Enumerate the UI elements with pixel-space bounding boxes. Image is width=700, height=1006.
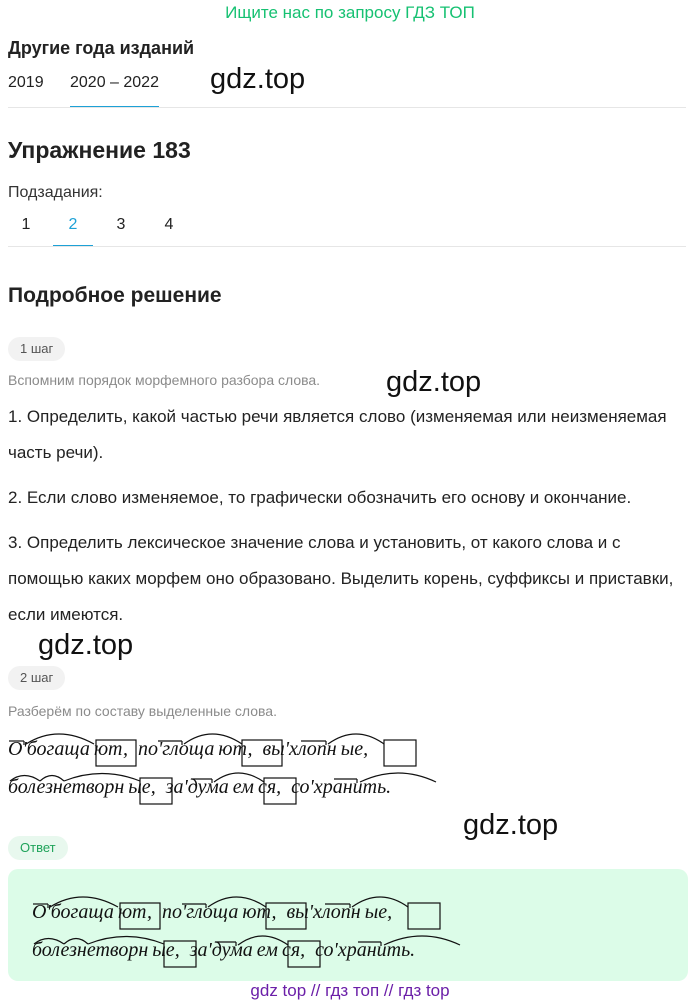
root: хранить xyxy=(337,939,411,961)
morpheme-line: О'богаща ют, по'глоща ют, вы'хлопн ые, xyxy=(8,738,369,760)
watermark: gdz.top xyxy=(210,63,306,95)
step-intro: Разберём по составу выделенные слова. xyxy=(8,703,277,719)
root: хлопн xyxy=(288,738,337,760)
promo-banner: Ищите нас по запросу ГДЗ ТОП xyxy=(225,3,475,22)
root: хранить xyxy=(313,776,387,798)
ending: ые xyxy=(128,776,151,798)
root: дума xyxy=(187,776,229,798)
ending: ем xyxy=(232,776,254,798)
postfix: ся xyxy=(257,776,277,798)
root: богаща xyxy=(50,901,114,923)
stress-mark: ' xyxy=(309,776,314,798)
editions-title: Другие года изданий xyxy=(8,38,195,58)
step-paragraph: 1. Определить, какой частью речи является слово (изменяемая или неизменяемая часть речи). xyxy=(8,407,667,462)
prefix: вы xyxy=(262,738,285,760)
stress-mark: ' xyxy=(333,939,338,961)
stress-mark: ' xyxy=(182,901,187,923)
ending: ют xyxy=(93,738,123,760)
subtasks-label: Подзадания: xyxy=(8,184,103,201)
postfix: ся xyxy=(281,939,301,961)
watermark: gdz.top xyxy=(386,366,482,398)
ending: ют xyxy=(117,901,147,923)
answer-parse xyxy=(24,160,700,1006)
prefix: за xyxy=(189,939,208,961)
root: болезнетворн xyxy=(8,776,125,798)
stress-mark: ' xyxy=(22,738,27,760)
watermark: gdz.top xyxy=(463,809,559,841)
ending: ые xyxy=(340,738,364,760)
ending: ют xyxy=(242,901,272,923)
root: хлопн xyxy=(312,901,361,923)
answer-badge: Ответ xyxy=(8,836,68,860)
solution-title: Подробное решение xyxy=(8,284,222,307)
morpheme-line: болезнетворн ые, за'дума ем ся, со'хранить. xyxy=(8,776,392,798)
step-paragraph: 3. Определить лексическое значение слова и установить, от какого слова и с помощью каких морфем оно образовано. Выделить корень, суффиксы и приставки, если имеются. xyxy=(8,533,674,624)
morpheme-markup xyxy=(24,160,700,1006)
prefix: по xyxy=(162,901,182,923)
edition-tab-2019[interactable]: 2019 xyxy=(8,74,44,91)
footer-links[interactable]: gdz top // гдз топ // гдз top xyxy=(250,981,450,1000)
step-intro: Вспомним порядок морфемного разбора слова. xyxy=(8,372,321,388)
prefix: со xyxy=(315,939,334,961)
ending: ют xyxy=(218,738,248,760)
prefix: со xyxy=(291,776,310,798)
subtask-tab-1[interactable]: 1 xyxy=(21,216,31,233)
prefix: по xyxy=(138,738,158,760)
prefix: за xyxy=(165,776,184,798)
watermark: gdz.top xyxy=(38,629,134,661)
stress-mark: ' xyxy=(308,901,313,923)
root: богаща xyxy=(26,738,90,760)
subtask-tab-2[interactable]: 2 xyxy=(53,216,93,247)
exercise-title: Упражнение 183 xyxy=(8,137,191,163)
stress-mark: ' xyxy=(183,776,188,798)
step-badge: 2 шаг xyxy=(8,666,65,690)
ending: ем xyxy=(256,939,278,961)
prefix: О xyxy=(32,901,47,923)
root: болезнетворн xyxy=(32,939,149,961)
root: глоща xyxy=(186,901,239,923)
subtask-tab-4[interactable]: 4 xyxy=(164,216,174,233)
stress-mark: ' xyxy=(46,901,51,923)
step-badge: 1 шаг xyxy=(8,337,65,361)
subtask-tab-3[interactable]: 3 xyxy=(116,216,126,233)
edition-tab-2020-2022[interactable]: 2020 – 2022 xyxy=(70,74,159,108)
stress-mark: ' xyxy=(207,939,212,961)
ending: ые xyxy=(364,901,388,923)
morpheme-line: О'богаща ют, по'глоща ют, вы'хлопн ые, xyxy=(32,901,393,923)
prefix: вы xyxy=(286,901,309,923)
stress-mark: ' xyxy=(158,738,163,760)
morpheme-line: болезнетворн ые, за'дума ем ся, со'хранить. xyxy=(32,939,416,961)
stress-mark: ' xyxy=(284,738,289,760)
root: глоща xyxy=(162,738,215,760)
step-paragraph: 2. Если слово изменяемое, то графически обозначить его основу и окончание. xyxy=(8,488,632,507)
ending: ые xyxy=(152,939,175,961)
prefix: О xyxy=(8,738,23,760)
root: дума xyxy=(211,939,253,961)
